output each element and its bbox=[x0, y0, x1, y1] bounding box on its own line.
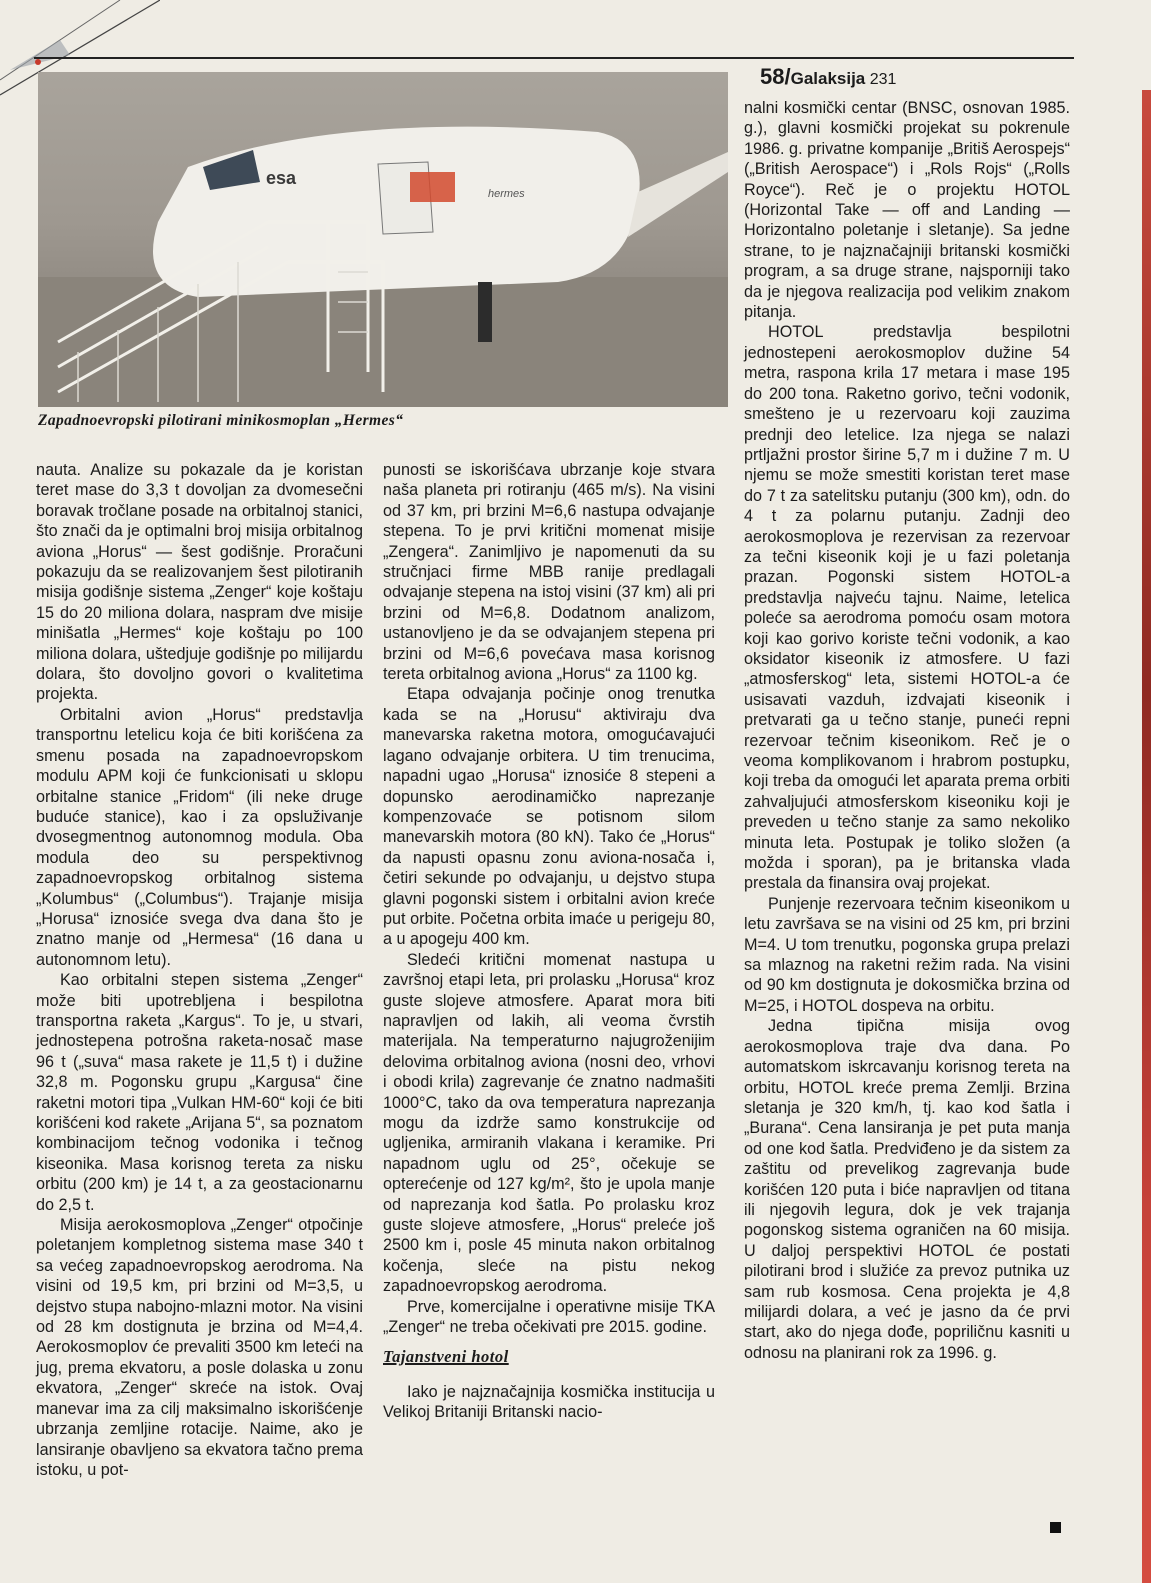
issue-number: 231 bbox=[869, 71, 897, 88]
magazine-name: Galaksija bbox=[790, 69, 866, 88]
section-heading: Tajanstveni hotol bbox=[383, 1347, 509, 1367]
end-of-article-mark bbox=[1050, 1522, 1061, 1533]
paragraph: Punjenje rezervoara tečnim kiseonikom u letu završava se na visini od 25 km, pri brzini M=4. U tom trenutku, pogonska grupa prelazi sa mlaznog na raketni režim rada. Na visini od 90 km dostignuta je dokosmička brzina od M=25, i HOTOL dospeva na orbitu. bbox=[744, 894, 1070, 1015]
paragraph: HOTOL predstavlja bespilotni jednostepeni aerokosmoplov dužine 54 metra, raspona krila 17 metara i mase 195 do 200 tona. Raketno gorivo, tečni vodonik, smešteno je u rezervoaru koji zauzima prednji deo letelice. Iza njega se nalazi prtljažni prostor širine 5,7 m i dužine 7 m. U njemu se može smestiti koristan teret mase do 7 t za satelitsku putanju (300 km), odn. do 4 t za polarnu putanju. Zadnji deo aerokosmoplova je rezervisan za rezervoar za tečni kiseonik koji je u fazi poletanja prazan. Pogonski sistem HOTOL-a predstavlja najveću tajnu. Naime, letelica poleće sa aerodroma pomoću osam motora koji kao gorivo koriste tečni vodonik, a kao oksidator kiseonik iz atmosfere. U fazi „atmosferskog“ leta, sistemi HOTOL-a će usisavati vazduh, izdvajati kiseonik i pretvarati ga u tečno stanje, puneći repni rezervoar tečnim kiseonikom. Reč je o veoma komplikovanom i hrabrom postupku, koji treba da omogući let aparata prema orbiti zahvaljujući atmosferskom kiseoniku koji je preveden u tečno stanje za samo nekoliko minuta leta. Postupak je toliko složen (a možda i sporan), pa je britanska vlada prestala da finansira ovaj projekat. bbox=[744, 323, 1070, 893]
page-header bbox=[760, 64, 896, 90]
paragraph: Orbitalni avion „Horus“ predstavlja transportnu letelicu koja će biti korišćena za smenu posada na zapadnoevropskom modulu APM koji će funkcionisati u sklopu orbitalne stanice „Fridom“ (ili neke druge buduće stanice), kao i za opsluživanje dvosegmentnog autonomnog modula. Oba modula deo su perspektivnog zapadnoevropskog orbitalnog sistema „Kolumbus“ („Columbus“). Trajanje misija „Horusa“ iznosiće svega dva dana što je znatno manje od „Hermesa“ (16 dana u autonomnom letu). bbox=[36, 705, 363, 969]
paragraph: Jedna tipična misija ovog aerokosmoplova traje dva dana. Po automatskom iskrcavanju korisnog tereta na orbitu, HOTOL kreće prema Zemlji. Brzina sletanja je 320 km/h, tj. kao kod šatla i „Burana“. Cena lansiranja je pet puta manja od one kod šatla. Predviđeno je da sistem za zaštitu od prevelikog zagrevanja bude korišćen 120 puta i biće napravljen od titana ili njegovih legura, dok je vek trajanja pogonskog sistema ograničen na 60 misija. U daljoj perspektivi HOTOL će postati pilotirani brod i služiće za prevoz putnika uz sam rub kosmosa. Cena projekta je 4,8 milijardi dolara, a već je jasno da će prvi start, ako do njega dođe, popriličnu kasniti u odnosu na planirani rok za 1996. g. bbox=[744, 1017, 1070, 1362]
column-left bbox=[36, 460, 363, 1480]
paragraph: punosti se iskorišćava ubrzanje koje stvara naša planeta pri rotiranju (465 m/s). Na visini od 37 km, pri brzini M=6,6 nastupa odvajanje stepena. To je prvi kritični momenat misije „Zengera“. Zanimljivo je napomenuti da su stručnjaci firme MBB ranije predlagali odvajanje stepena na istoj visini (37 km) ali pri brzini od M=6,8. Dodatnom analizom, ustanovljeno je da se odvajanjem stepena pri brzini od M=6,6 povećava masa korisnog tereta orbitalnog aviona „Horus“ za 1100 kg. bbox=[383, 461, 715, 684]
column-right bbox=[744, 98, 1070, 1363]
paragraph: Kao orbitalni stepen sistema „Zenger“ može biti upotrebljena i bespilotna transportna raketa „Kargus“. To je, u stvari, jednostepena potrošna raketa-nosač mase 96 t („suva“ masa rakete je 11,5 t) i dužine 32,8 m. Pogonsku grupu „Kargusa“ čine raketni motori tipa „Vulkan HM-60“ koji će biti korišćeni kod rakete „Arijana 5“, sa poznatom kombinacijom tečnog vodonika i tečnog kiseonika. Masa korisnog tereta za nisku orbitu (200 km) je 14 t, a za geostacionarnu do 2,5 t. bbox=[36, 971, 363, 1214]
photo-text-esa: esa bbox=[266, 168, 297, 188]
paragraph: nalni kosmički centar (BNSC, osnovan 1985. g.), glavni kosmički projekat su pokrenule 1986. g. privatne kompanije „Britiš Aerospejs“ („British Aerospace“) i „Rols Rojs“ („Rolls Royce“). Reč je o projektu HOTOL (Horizontal Take — off and Landing — Horizontalno poletanje i sletanje). Sa jedne strane, to je najznačajniji britanski kosmički program, a sa druge strane, najsporniji tako da je njegova realizacija pod velikim znakom pitanja. bbox=[744, 99, 1070, 322]
paragraph: nauta. Analize su pokazale da je koristan teret mase do 3,3 t dovoljan za dvomesečni boravak tročlane posade na orbitalnoj stanici, što znači da je optimalni broj misija orbitalnog aviona „Horus“ — šest godišnje. Proračuni pokazuju da se realizovanjem šest pilotiranih misija godišnje sistema „Zenger“ koje koštaju 15 do 20 miliona dolara, naspram dve misije minišatla „Hermes“ koje koštaju po 100 miliona dolara, uštedjuje godišnje po milijardu dolara, što dovoljno govori o kvalitetima projekta. bbox=[36, 461, 363, 704]
photo-text-hermes: hermes bbox=[488, 188, 525, 200]
page-edge bbox=[1142, 90, 1151, 1583]
top-rule bbox=[34, 57, 1074, 59]
paragraph: Etapa odvajanja počinje onog trenutka kada se na „Horusu“ aktiviraju dva manevarska raketna motora, omogućavajući lagano odvajanje orbitera. U tim trenucima, napadni ugao „Horusa“ iznosiće 8 stepeni a dopunsko aerodinamičko naprezanje kompenzovaće se potisnom silom manevarskih motora (80 kN). Tako će „Horus“ da napusti opasnu zonu aviona-nosača i, četiri sekunde po odvajanju, u dejstvo stupa glavni pogonski sistem i orbitalni avion kreće put orbite. Početna orbita imaće u perigeju 80, a u apogeju 400 km. bbox=[383, 685, 715, 949]
hermes-photo bbox=[38, 72, 728, 407]
paragraph: Iako je najznačajnija kosmička institucija u Velikoj Britaniji Britanski nacio- bbox=[383, 1382, 715, 1422]
paragraph: Prve, komercijalne i operativne misije TKA „Zenger“ ne treba očekivati pre 2015. godine. bbox=[383, 1297, 715, 1337]
paragraph: Sledeći kritični momenat nastupa u završnoj etapi leta, pri prolasku „Horusa“ kroz guste slojeve atmosfere. Aparat mora biti napravljen od lakih, ali veoma čvrstih materijala. Na temperaturno najugroženijim delovima orbitalnog aviona (nosni deo, vrhovi i obodi krila) zagrevanje će znatno nadmašiti 1000°C, tako da ova temperatura naprezanja mogu da izdrže samo konstrukcije od ugljenika, armiranih vlakana i keramike. Pri napadnom uglu od 25°, očekuje se opterećenje od 127 kg/m², što je upola manje od naprezanja kod šatla. Po prolasku kroz guste slojeve atmosfere, „Horus“ preleće još 2500 km i, posle 45 minuta nakon orbitalnog kočenja, sleće na pistu nekog zapadnoevropskog aerodroma. bbox=[383, 950, 715, 1296]
photo-caption: Zapadnoevropski pilotirani minikosmoplan „Hermes“ bbox=[38, 412, 404, 429]
paragraph: Misija aerokosmoplova „Zenger“ otpočinje poletanjem kompletnog sistema mase 340 t sa većeg zapadnoevropskog aerodroma. Na visini od 19,5 km, pri brzini od M=3,5, u dejstvo stupa nabojno-mlazni motor. Na visini od 28 km dostignuta je brzina od M=4,4. Aerokosmoplov će prevaliti 3500 km leteći na jug, prema ekvatoru, a posle dolaska u zonu ekvatora, „Zenger“ skreće na istok. Ovaj manevar ima za cilj maksimalno iskorišćenje ubrzanja zemljine rotacije. Naime, ako je lansiranje obavljeno sa ekvatora tačno prema istoku, u pot- bbox=[36, 1216, 363, 1479]
page-number: 58/ bbox=[760, 64, 791, 89]
column-middle bbox=[383, 460, 715, 1423]
